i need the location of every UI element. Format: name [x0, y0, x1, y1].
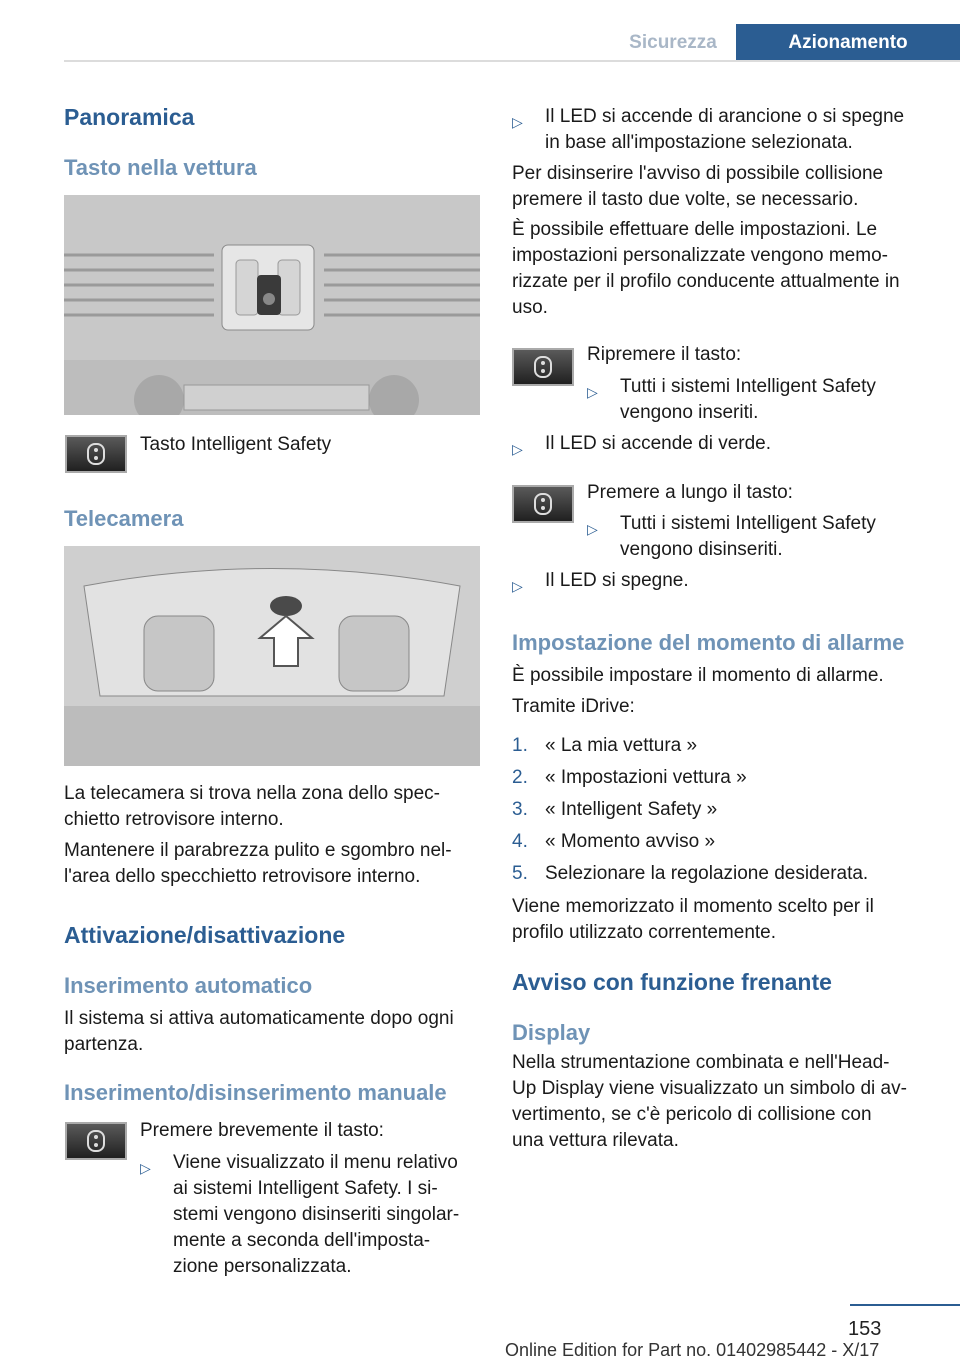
heading-attivazione: Attivazione/disattivazione	[64, 922, 346, 948]
heading-display: Display	[512, 1020, 591, 1045]
step-text: « Momento avviso »	[545, 831, 716, 852]
caption-tasto: Tasto Intelligent Safety	[140, 434, 332, 455]
dashboard-photo	[64, 195, 480, 415]
bullet-all-off: Tutti i sistemi Intelligent Safety vengono disinseriti.	[620, 513, 876, 560]
bullet-led-orange: Il LED si accende di arancione o si spegne in base all'impostazione selezionata.	[545, 106, 905, 153]
step-number: 5.	[512, 863, 528, 884]
step-number: 3.	[512, 799, 528, 820]
paragraph-display: Nella strumentazione combinata e nell'Head- Up Display viene visualizzato un simbolo di av- vertimento, se c'è pericolo di collisione con una vettura rilevata.	[512, 1052, 907, 1151]
list-item	[512, 431, 932, 457]
camera-photo	[64, 546, 480, 766]
text-press-again: Ripremere il tasto:	[587, 344, 742, 365]
bullet-triangle-icon: ▷	[512, 114, 523, 130]
step-text: Selezionare la regolazione desiderata.	[545, 863, 869, 884]
step-number: 4.	[512, 831, 528, 852]
header-chapter: Azionamento	[736, 24, 960, 62]
heading-momento-allarme: Impostazione del momento di allarme	[512, 630, 905, 655]
intelligent-safety-button-icon	[65, 1122, 127, 1160]
list-item	[512, 568, 932, 594]
header-divider	[64, 60, 960, 62]
heading-avviso-frenante: Avviso con funzione frenante	[512, 969, 832, 995]
header-section: Sicurezza	[629, 32, 717, 53]
steps-list	[512, 733, 932, 893]
page-number: 153	[848, 1318, 882, 1340]
heading-tasto: Tasto nella vettura	[64, 155, 257, 180]
list-item	[140, 1150, 485, 1280]
list-item	[512, 104, 932, 156]
paragraph-memorizzato: Viene memorizzato il momento scelto per il profilo utilizzato correntemente.	[512, 896, 874, 943]
heading-telecamera: Telecamera	[64, 506, 184, 531]
footer-divider	[850, 1304, 960, 1306]
list-item	[512, 797, 932, 829]
paragraph-disinserire: Per disinserire l'avviso di possibile collisione premere il tasto due volte, se necessario.	[512, 163, 884, 210]
bullet-triangle-icon: ▷	[587, 521, 598, 537]
paragraph-idrive: Tramite iDrive:	[512, 696, 635, 717]
list-item	[512, 733, 932, 765]
paragraph-impostazioni: È possibile effettuare delle impostazioni. Le impostazioni personalizzate vengono memo- rizzate per il profilo conducente attualmente in uso.	[512, 219, 900, 318]
heading-inserimento-automatico: Inserimento automatico	[64, 973, 313, 998]
step-number: 2.	[512, 767, 528, 788]
paragraph-momento: È possibile impostare il momento di allarme.	[512, 665, 884, 686]
bullet-menu-text: Viene visualizzato il menu relativo ai sistemi Intelligent Safety. I si- stemi vengono disinseriti singolar- mente a seconda dell'imposta- zione personalizzata.	[173, 1152, 460, 1277]
text-press-long: Premere a lungo il tasto:	[587, 482, 793, 503]
bullet-triangle-icon: ▷	[512, 578, 523, 594]
bullet-led-off: Il LED si spegne.	[545, 570, 689, 591]
dashboard-illustration-icon	[64, 195, 480, 415]
bullet-triangle-icon: ▷	[512, 441, 523, 457]
step-text: « Impostazioni vettura »	[545, 767, 747, 788]
bullet-led-green: Il LED si accende di verde.	[545, 433, 772, 454]
heading-inserimento-manuale: Inserimento/disinserimento manuale	[64, 1080, 447, 1105]
text-press-short: Premere brevemente il tasto:	[140, 1120, 384, 1141]
step-text: « Intelligent Safety »	[545, 799, 718, 820]
bullet-triangle-icon: ▷	[140, 1160, 151, 1176]
step-text: « La mia vettura »	[545, 735, 698, 756]
intelligent-safety-button-icon	[512, 348, 574, 386]
list-item	[587, 511, 932, 563]
bullet-all-on: Tutti i sistemi Intelligent Safety vengono inseriti.	[620, 376, 876, 423]
list-item	[512, 765, 932, 797]
windshield-camera-illustration-icon	[64, 546, 480, 766]
intelligent-safety-button-icon	[512, 485, 574, 523]
paragraph-telecamera-2: Mantenere il parabrezza pulito e sgombro nel- l'area dello specchietto retrovisore interno.	[64, 840, 452, 887]
list-item	[512, 861, 932, 893]
paragraph-automatico: Il sistema si attiva automaticamente dopo ogni partenza.	[64, 1008, 454, 1055]
list-item	[587, 374, 932, 426]
heading-panoramica: Panoramica	[64, 104, 195, 130]
paragraph-telecamera-1: La telecamera si trova nella zona dello spec- chietto retrovisore interno.	[64, 783, 440, 830]
edition-footer: Online Edition for Part no. 01402985442 - X/17	[505, 1340, 880, 1360]
bullet-triangle-icon: ▷	[587, 384, 598, 400]
intelligent-safety-button-icon	[65, 435, 127, 473]
step-number: 1.	[512, 735, 528, 756]
list-item	[512, 829, 932, 861]
